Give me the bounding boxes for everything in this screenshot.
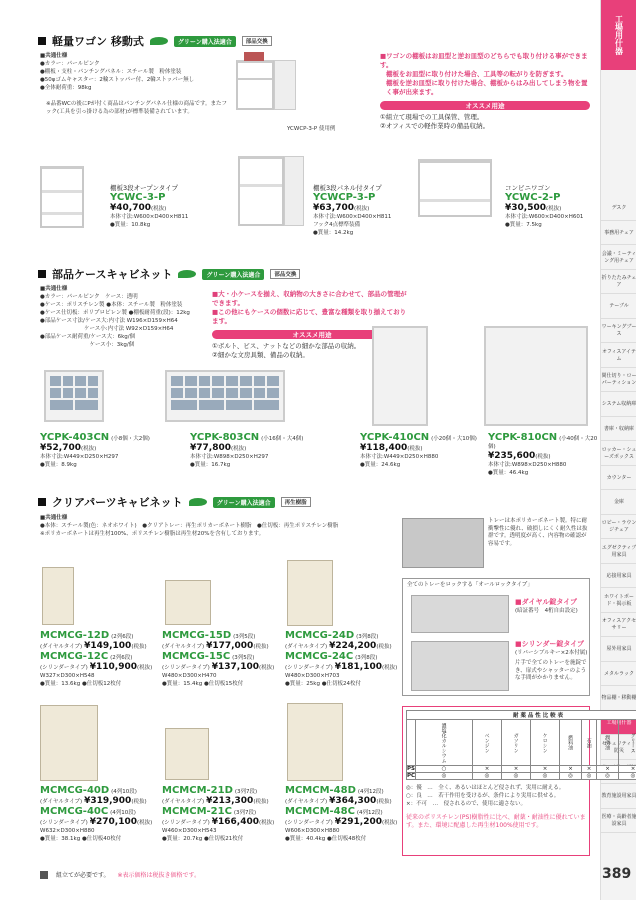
clear-title: クリアパーツキャビネット (52, 496, 183, 509)
parts-section-title (38, 266, 300, 282)
sidebar-item[interactable]: 医療・高齢者施設家具 (601, 809, 636, 834)
table-cell: ◎ (531, 773, 560, 780)
product-code: YCPK-403CN (40, 432, 110, 443)
wagon-section-title (38, 33, 272, 49)
product-config: (3列7段) (233, 810, 257, 816)
product-config: (2列6段) (110, 655, 133, 661)
product-config: (3列8段) (356, 634, 379, 640)
spec-head: ■共通仕様 (40, 53, 68, 59)
product-size: W606×D300×H880 (285, 828, 340, 834)
spec-line: ●全体耐荷重：98kg (40, 85, 92, 91)
product-code: MCMCM-21C (162, 806, 232, 817)
product-size: 本体寸法:W600×D400×H601 (505, 214, 584, 220)
green-leaf-icon (150, 37, 168, 45)
wagon-photo-example (232, 50, 302, 120)
wagon-title: 軽量ワゴン 移動式 (52, 35, 144, 48)
use-line: ①組立て現場での工具保管、管理。 (380, 113, 484, 121)
table-col-header: グリース (619, 720, 636, 766)
cylinder-sub: (リバーシブルキー×2本付属) (515, 650, 588, 656)
table-title: 耐 薬 品 性 比 較 表 (407, 711, 636, 720)
sidebar-item[interactable]: オフィスアイテム (601, 343, 636, 368)
tax-label: (税抜) (259, 665, 275, 671)
tray-note: トレーは本ポリカーボネート製。特に耐衝撃性に優れ、破損しにくく耐久性は抜群です。透明度が高く、内容物の確認が容易です。 (488, 518, 588, 547)
product-sub: (小40個・大20個) (488, 436, 598, 450)
table-col-header: ケロシン (531, 720, 560, 766)
product-sub: (小8個・大2個) (111, 436, 150, 442)
clear-cabinet-img (287, 560, 333, 626)
sidebar-item[interactable]: 事務用チェア (601, 221, 636, 246)
green-leaf-icon (189, 498, 207, 506)
product-name: 棚板3段オープンタイプ (110, 184, 178, 192)
parts-product (190, 432, 330, 469)
product-price: ¥235,600 (488, 451, 536, 461)
spec-line: ●50φゴムキャスター：2輪ストッパー付、2輪ストッパー無し (40, 77, 195, 83)
tax-label: (税抜) (231, 446, 247, 452)
table-row (407, 773, 636, 780)
tax-label: (税抜) (407, 446, 423, 452)
parts-specs (40, 285, 215, 349)
tax-label: (税抜) (151, 206, 167, 212)
product-code: MCMCM-48C (285, 806, 355, 817)
product-code: MCMCG-12C (40, 651, 109, 662)
parts-product (360, 432, 480, 469)
spec-line: ケース小:内寸法 W92×D159×H64 (40, 326, 174, 332)
product-type: (ダイヤルタイプ) (285, 799, 328, 805)
product-weight: ●質量：14.2kg (313, 230, 354, 236)
sidebar-item[interactable]: エグゼクティブ用家具 (601, 539, 636, 564)
product-sub: (小20個・大10個) (431, 436, 477, 442)
tray-photo (402, 518, 484, 568)
product-code: MCMCG-15D (162, 630, 232, 641)
footer (40, 870, 200, 879)
product-weight: ●質量：40.4kg (285, 836, 326, 842)
product-trays: ●仕切板24枚付 (321, 681, 362, 687)
parts-cabinet-img (484, 326, 588, 426)
spec-line: ●棚板・支柱・パンチングパネル：スチール製 粉体塗装 (40, 69, 182, 75)
product-type: (シリンダータイプ) (40, 820, 88, 826)
product-price: ¥77,800 (190, 443, 231, 453)
product-config: (4列12段) (357, 789, 384, 795)
product-price: ¥63,700 (313, 203, 354, 213)
product-price: ¥110,900 (89, 662, 137, 672)
resistance-table (406, 710, 636, 780)
clear-product (162, 630, 280, 688)
wagon-pink-box (380, 52, 588, 131)
legend-line: ○：良 … 若干作用を受けるが、条件により実用に供せる。 (406, 793, 560, 799)
table-cell: ◎ (502, 773, 531, 780)
product-sub: (小16個・大4個) (261, 436, 304, 442)
sidebar-item[interactable]: 教育施設用家具 (601, 784, 636, 809)
tax-label: (税抜) (382, 665, 398, 671)
sidebar-item[interactable]: 会議・ミーティング用チェア (601, 245, 636, 270)
product-price: ¥181,100 (334, 662, 382, 672)
green-badge: グリーン購入法適合 (202, 269, 264, 280)
square-icon (38, 37, 46, 45)
clear-product (285, 630, 403, 688)
parts-title: 部品ケースキャビネット (52, 268, 173, 281)
product-size: 本体寸法:W600×D400×H811 (313, 214, 392, 220)
product-code: MCMCG-15C (162, 651, 231, 662)
table-cell: × (531, 766, 560, 773)
product-config: (3列8段) (355, 655, 378, 661)
table-cell: × (560, 766, 582, 773)
clear-cabinet-img (287, 703, 343, 781)
product-name: 棚板3段パネル付タイプ (313, 184, 382, 192)
parts-cabinet-img (44, 370, 104, 422)
table-col-header: 潤滑油 (597, 720, 619, 766)
clear-cabinet-img (165, 728, 209, 780)
tax-label: (税抜) (382, 820, 398, 826)
product-price: ¥40,700 (110, 203, 151, 213)
product-weight: ●質量：7.5kg (505, 222, 542, 228)
wagon-product (505, 183, 595, 229)
pink-text: 棚板をお皿型に取り付けた場合、工具等の転がりを防ぎます。 (386, 70, 568, 78)
sidebar-item[interactable]: テーブル (601, 294, 636, 319)
product-code: MCMCG-24D (285, 630, 355, 641)
clear-cabinet-img (40, 705, 98, 781)
spec-line: ●カラー：パールピンク ケース：透明 (40, 294, 138, 300)
table-row (407, 766, 636, 773)
product-code: MCMCM-48D (285, 785, 356, 796)
table-cell: × (582, 766, 597, 773)
pink-text: ■この他にもケースの個数に応じて、豊富な種類を取り揃えております。 (212, 308, 407, 325)
footer-price-note: ※表示価格は税抜き価格です。 (117, 872, 201, 879)
sidebar-item[interactable]: 寮・病院・福祉用家具 (601, 760, 636, 785)
product-type: (ダイヤルタイプ) (40, 799, 83, 805)
tax-label: (税抜) (253, 799, 269, 805)
sidebar-item[interactable]: 物品棚・移動棚 (601, 686, 636, 711)
cylinder-note: 片手で全てのトレーを施錠でき、扉式やシャッターのような手間がかかりません。 (515, 660, 587, 681)
sidebar-item[interactable]: 金庫 (601, 490, 636, 515)
recommend-band: オススメ用途 (212, 330, 412, 339)
product-price: ¥270,100 (89, 817, 137, 827)
product-size: 本体寸法:W898×D250×H880 (488, 462, 567, 468)
sidebar-item[interactable]: デスク (601, 196, 636, 221)
tax-label: (税抜) (131, 799, 147, 805)
product-type: (シリンダータイプ) (162, 820, 210, 826)
parts-product (488, 432, 598, 477)
product-code: YCWC-3-P (110, 192, 166, 203)
product-price: ¥149,100 (84, 641, 132, 651)
product-weight: ●質量：46.4kg (488, 470, 529, 476)
pink-text: 棚板を逆お皿型に取り付けた場合、棚板からはみ出してしまう物を置く事が出来ます。 (386, 79, 588, 96)
product-code: YCWCP-3-P (313, 192, 376, 203)
tax-label: (税抜) (259, 820, 275, 826)
table-header-row (407, 720, 636, 766)
row-label: PS (407, 766, 416, 772)
product-price: ¥364,300 (329, 796, 377, 806)
sidebar-item[interactable]: 工場用什器 (601, 711, 636, 736)
table-cell: ◎ (582, 773, 597, 780)
product-size: 本体寸法:W449×D250×H297 (40, 454, 119, 460)
product-config: (2列6段) (111, 634, 134, 640)
tax-label: (税抜) (131, 644, 147, 650)
table-cell: ◎ (416, 773, 473, 780)
legend-line: ◎：優 … 全く、あるいはほとんど侵されず、実用に耐える。 (406, 785, 565, 791)
product-config: (4列10段) (110, 810, 136, 816)
product-price: ¥30,500 (505, 203, 546, 213)
table-cell: × (619, 766, 636, 773)
product-weight: ●質量：13.6kg (40, 681, 81, 687)
product-weight: ●質量：20.7kg (162, 836, 203, 842)
spec-head: ■共通仕様 (40, 286, 68, 292)
table-col-header: 濃塩化カルシウム (416, 720, 473, 766)
product-price: ¥224,200 (329, 641, 377, 651)
legend-line: ×：不可 … 侵されるので、使用に適さない。 (406, 801, 526, 807)
footer-assembly: 組立てが必要です。 (56, 872, 110, 879)
product-code: MCMCM-21D (162, 785, 233, 796)
spec-line: ●部品ケース耐荷重/ケース大：6kg/個 (40, 334, 136, 340)
spec-line: ●部品ケース寸法/ケース大:内寸法 W196×D159×H64 (40, 318, 178, 324)
table-col-header: ベンジン (473, 720, 502, 766)
tax-label: (税抜) (137, 665, 153, 671)
wagon-img-1 (40, 160, 88, 234)
recommend-band: オススメ用途 (380, 101, 590, 110)
spec-line: ケース小：3kg/個 (40, 342, 135, 348)
product-price: ¥213,300 (206, 796, 254, 806)
product-config: (4列10段) (111, 789, 137, 795)
page-number: 389 (602, 866, 632, 882)
product-config: (3列7段) (234, 789, 258, 795)
spec-line: ※ポリカーボネートは再生材100%、ポリスチレン樹脂は再生材20%を含有しております。 (40, 531, 265, 537)
tax-label: (税抜) (546, 206, 562, 212)
use-line: ②細かな文房具類、備品の収納。 (212, 351, 309, 359)
sidebar-item[interactable]: オフィスアクセサリー (601, 613, 636, 638)
wagon-specs (40, 52, 230, 116)
sidebar-item[interactable]: ロビー・ラウンジチェア (601, 515, 636, 540)
product-size: W480×D300×H703 (285, 673, 340, 679)
product-type: (ダイヤルタイプ) (162, 644, 205, 650)
product-code: MCMCG-40C (40, 806, 109, 817)
table-cell: ◎ (597, 773, 619, 780)
sidebar-item[interactable]: システム収納庫 (601, 392, 636, 417)
product-config: (4列12段) (356, 810, 383, 816)
wrench-icon (40, 871, 48, 879)
sidebar-item[interactable]: 応接用家具 (601, 564, 636, 589)
table-col-header: ガソリン (502, 720, 531, 766)
product-trays: ●仕切板15枚付 (203, 681, 244, 687)
table-cell: ○ (416, 766, 473, 773)
sidebar-active-header: 工場用什器 (601, 0, 636, 70)
tax-label: (税抜) (137, 820, 153, 826)
sidebar-item[interactable]: ワーキングブース (601, 319, 636, 344)
table-col-header: 石油 (582, 720, 597, 766)
spec-head: ■共通仕様 (40, 515, 68, 521)
clear-product (162, 785, 280, 843)
wagon-product (110, 183, 230, 229)
product-code: YCPK-803CN (190, 432, 260, 443)
parts-cabinet-img (165, 370, 285, 422)
product-code: YCWC-2-P (505, 192, 561, 203)
parts-badge: 部品交換 (270, 269, 300, 279)
clear-cabinet-img (42, 567, 74, 625)
parts-cabinet-img (372, 326, 428, 426)
sidebar-item[interactable]: ロッカー・シューズボックス (601, 441, 636, 466)
sidebar-item[interactable]: 折りたたみチェア (601, 270, 636, 295)
tax-label: (税抜) (376, 644, 392, 650)
product-code: YCPK-410CN (360, 432, 430, 443)
product-size: W632×D300×H880 (40, 828, 95, 834)
wagon-product (313, 183, 423, 237)
product-trays: ●仕切板21枚付 (203, 836, 244, 842)
parts-badge: 部品交換 (242, 36, 272, 46)
wagon-img-3 (418, 155, 498, 225)
square-icon (38, 270, 46, 278)
sidebar-item[interactable]: カウンター (601, 466, 636, 491)
product-extra: フック4点標準装備 (313, 222, 361, 228)
pink-text: ■ワゴンの棚板はお皿型と逆お皿型のどちらでも取り付ける事ができます。 (380, 52, 588, 69)
product-type: (ダイヤルタイプ) (40, 644, 83, 650)
product-size: 本体寸法:W898×D250×H297 (190, 454, 269, 460)
table-col-header: 燃料油 (560, 720, 582, 766)
product-weight: ●質量：8.9kg (40, 462, 77, 468)
photo-caption: YCWCP-3-P 使用例 (287, 126, 336, 132)
product-size: W460×D300×H543 (162, 828, 217, 834)
sidebar-item[interactable]: セキュリティ・防災 (601, 735, 636, 760)
sidebar-item[interactable]: 屋外用家具 (601, 637, 636, 662)
product-type: (シリンダータイプ) (285, 665, 333, 671)
parts-product (40, 432, 180, 469)
green-leaf-icon (178, 270, 196, 278)
table-cell: × (502, 766, 531, 773)
recycled-badge: 再生樹脂 (281, 497, 311, 507)
product-code: MCMCG-12D (40, 630, 110, 641)
dial-lock-photo (411, 595, 509, 633)
product-weight: ●質量：24.6kg (360, 462, 401, 468)
clear-section-title (38, 494, 311, 510)
product-size: 本体寸法:W449×D250×H880 (360, 454, 439, 460)
product-weight: ●質量：38.1kg (40, 836, 81, 842)
lock-box (402, 578, 590, 696)
product-size: W480×D300×H470 (162, 673, 217, 679)
product-code: MCMCG-24C (285, 651, 354, 662)
green-badge: グリーン購入法適合 (174, 36, 236, 47)
clear-product (40, 630, 158, 688)
sidebar-item[interactable]: 間仕切り・ローパーティション (601, 368, 636, 393)
product-price: ¥166,400 (211, 817, 259, 827)
clear-product (40, 785, 158, 843)
product-weight: ●質量：16.7kg (190, 462, 231, 468)
product-price: ¥291,200 (334, 817, 382, 827)
product-type: (シリンダータイプ) (40, 665, 88, 671)
lock-head: 全てのトレーをロックする「オールロックタイプ」 (407, 582, 533, 588)
clear-product (285, 785, 403, 843)
use-line: ①ボルト、ビス、ナットなどの細かな部品の収納。 (212, 342, 361, 350)
clear-specs (40, 514, 395, 538)
spec-line: ●ケース：ポリスチレン製 ●本体：スチール製 粉体塗装 (40, 302, 183, 308)
product-weight: ●質量：15.4kg (162, 681, 203, 687)
product-type: (シリンダータイプ) (285, 820, 333, 826)
pink-text: ■大・小ケースを揃え、収納物の大きさに合わせて、部品の管理ができます。 (212, 290, 407, 307)
use-line: ②オフィスでの軽作業時の備品収納。 (380, 122, 490, 130)
table-cell: ◎ (473, 773, 502, 780)
product-type: (ダイヤルタイプ) (285, 644, 328, 650)
table-cell: × (473, 766, 502, 773)
green-badge: グリーン購入法適合 (213, 497, 275, 508)
product-code: MCMCG-40D (40, 785, 110, 796)
square-icon (38, 498, 46, 506)
product-config: (3列5段) (233, 634, 256, 640)
sidebar-item[interactable]: 書庫・収納庫 (601, 417, 636, 442)
table-note: 従来のポリスチレン(PS)樹脂性に比べ、耐薬・耐油性に優れています。また、環境に配慮した再生材100%使用です。 (406, 814, 586, 829)
product-weight: ●質量：10.8kg (110, 222, 151, 228)
table-cell: ◎ (560, 773, 582, 780)
tax-label: (税抜) (535, 454, 551, 460)
product-code: YCPK-810CN (488, 432, 558, 443)
product-price: ¥52,700 (40, 443, 81, 453)
tax-label: (税抜) (376, 799, 392, 805)
product-type: (シリンダータイプ) (162, 665, 210, 671)
dial-title: ■ダイヤル錠タイプ (515, 598, 578, 606)
product-price: ¥177,000 (206, 641, 254, 651)
product-price: ¥137,100 (211, 662, 259, 672)
product-size: W327×D300×H548 (40, 673, 95, 679)
spec-line: ●ケース仕切板：ポリプロピレン製 ●棚板耐荷重(段)：12kg (40, 310, 190, 316)
dial-sub: (暗証番号 4桁自由設定) (515, 608, 578, 614)
cylinder-lock-photo (411, 641, 509, 691)
tax-label: (税抜) (354, 206, 370, 212)
product-price: ¥319,900 (84, 796, 132, 806)
product-size: 本体寸法:W600×D400×H811 (110, 214, 189, 220)
sidebar-item[interactable]: ホワイトボード・掲示板 (601, 588, 636, 613)
product-config: (3列5段) (232, 655, 255, 661)
table-cell: ◎ (619, 773, 636, 780)
product-trays: ●仕切板48枚付 (326, 836, 367, 842)
table-cell: × (597, 766, 619, 773)
wagon-img-2 (238, 150, 308, 234)
spec-line: ●カラー：パールピンク (40, 61, 100, 67)
product-price: ¥118,400 (360, 443, 408, 453)
row-label: PC (407, 773, 416, 779)
spec-note: ※品番WCの後にPが付く商品はパンチングパネル仕様の商品です。またフック(工具を引っ掛ける為の部材)が標準装備されています。 (46, 101, 228, 115)
product-trays: ●仕切板40枚付 (81, 836, 122, 842)
sidebar-item[interactable]: メタルラック (601, 662, 636, 687)
product-weight: ●質量：25kg (285, 681, 320, 687)
product-name: コンビニワゴン (505, 184, 551, 192)
clear-cabinet-img (165, 580, 211, 625)
product-trays: ●仕切板12枚付 (81, 681, 122, 687)
cylinder-title: ■シリンダー錠タイプ (515, 640, 584, 648)
spec-line: ●本体：スチール製(色：ネオホワイト) ●クリアトレー：再生ポリカーボネート樹脂 ●仕切板：再生ポリスチレン樹脂 (40, 523, 339, 529)
product-type: (ダイヤルタイプ) (162, 799, 205, 805)
tax-label: (税抜) (253, 644, 269, 650)
tax-label: (税抜) (81, 446, 97, 452)
